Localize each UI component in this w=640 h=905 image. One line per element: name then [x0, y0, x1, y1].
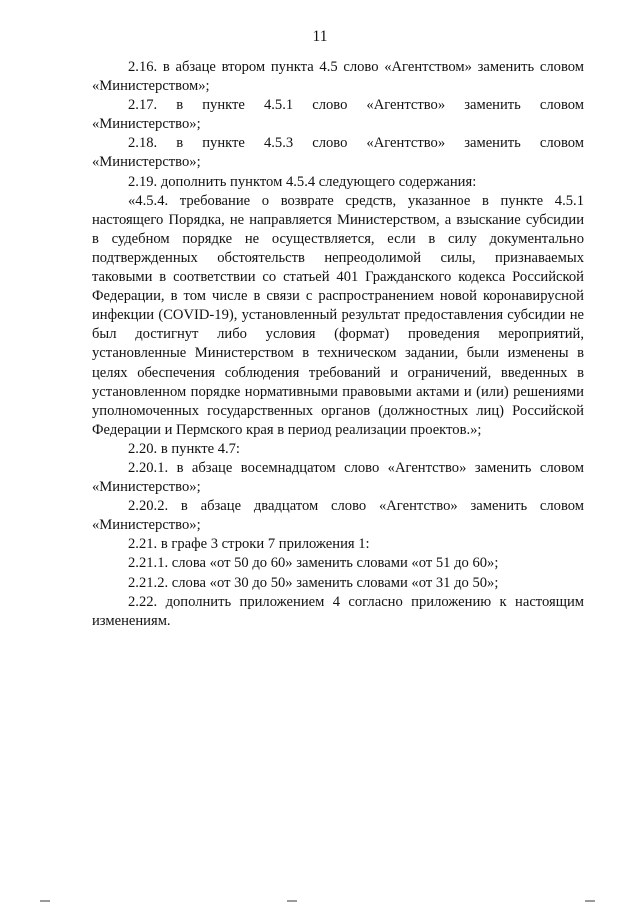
paragraph-2-21-2: 2.21.2. слова «от 30 до 50» заменить словами «от 31 до 50»; — [128, 574, 499, 591]
paragraph-2-20-1: 2.20.1. в абзаце восемнадцатом слово «Агентство» заменить словом «Министерство»; — [92, 459, 584, 496]
paragraph-2-19: 2.19. дополнить пунктом 4.5.4 следующего содержания: — [128, 173, 477, 190]
paragraph-2-20: 2.20. в пункте 4.7: — [128, 440, 240, 457]
paragraph-2-21-1: 2.21.1. слова «от 50 до 60» заменить словами «от 51 до 60»; — [128, 555, 499, 572]
scan-edge-mark — [585, 900, 595, 902]
paragraph-2-22: 2.22. дополнить приложением 4 согласно приложению к настоящим изменениям. — [92, 593, 584, 629]
paragraph-2-17: 2.17. в пункте 4.5.1 слово «Агентство» заменить словом «Министерство»; — [92, 97, 584, 133]
paragraph-4-5-4-quote: «4.5.4. требование о возврате средств, указанное в пункте 4.5.1 настоящего Порядка, не направляется Министерством, а взыскание субсидии в судебном порядке не осуществляется, если в силу документально подтвержденных обстоятельств непреодолимой силы, признаваемых таковыми в соответствии со статьей 401 Гражданского кодекса Российской Федерации, в том числе в связи с распространением новой коронавирусной инфекции (COVID-19), установленный результат предоставления субсидии не был достигнут либо условия (формат) проведения мероприятий, установленные Министерством в техническом задании, были изменены в целях обеспечения соблюдения требований и ограничений, введенных в установленном порядке нормативными правовыми актами и (или) решениями уполномоченных государственных органов (должностных лиц) Российской Федерации и Пермского края в период реализации проектов.»; — [92, 192, 584, 438]
document-body — [92, 58, 584, 631]
paragraph-2-16: 2.16. в абзаце втором пункта 4.5 слово «Агентством» заменить словом «Министерством»; — [92, 59, 584, 95]
paragraph-2-18: 2.18. в пункте 4.5.3 слово «Агентство» заменить словом «Министерство»; — [92, 135, 584, 171]
paragraph-2-21: 2.21. в графе 3 строки 7 приложения 1: — [128, 536, 370, 553]
scan-edge-mark — [287, 900, 297, 902]
page-number: 11 — [312, 28, 328, 45]
paragraph-2-20-2: 2.20.2. в абзаце двадцатом слово «Агентство» заменить словом «Министерство»; — [92, 498, 584, 534]
scan-edge-mark — [40, 900, 50, 902]
